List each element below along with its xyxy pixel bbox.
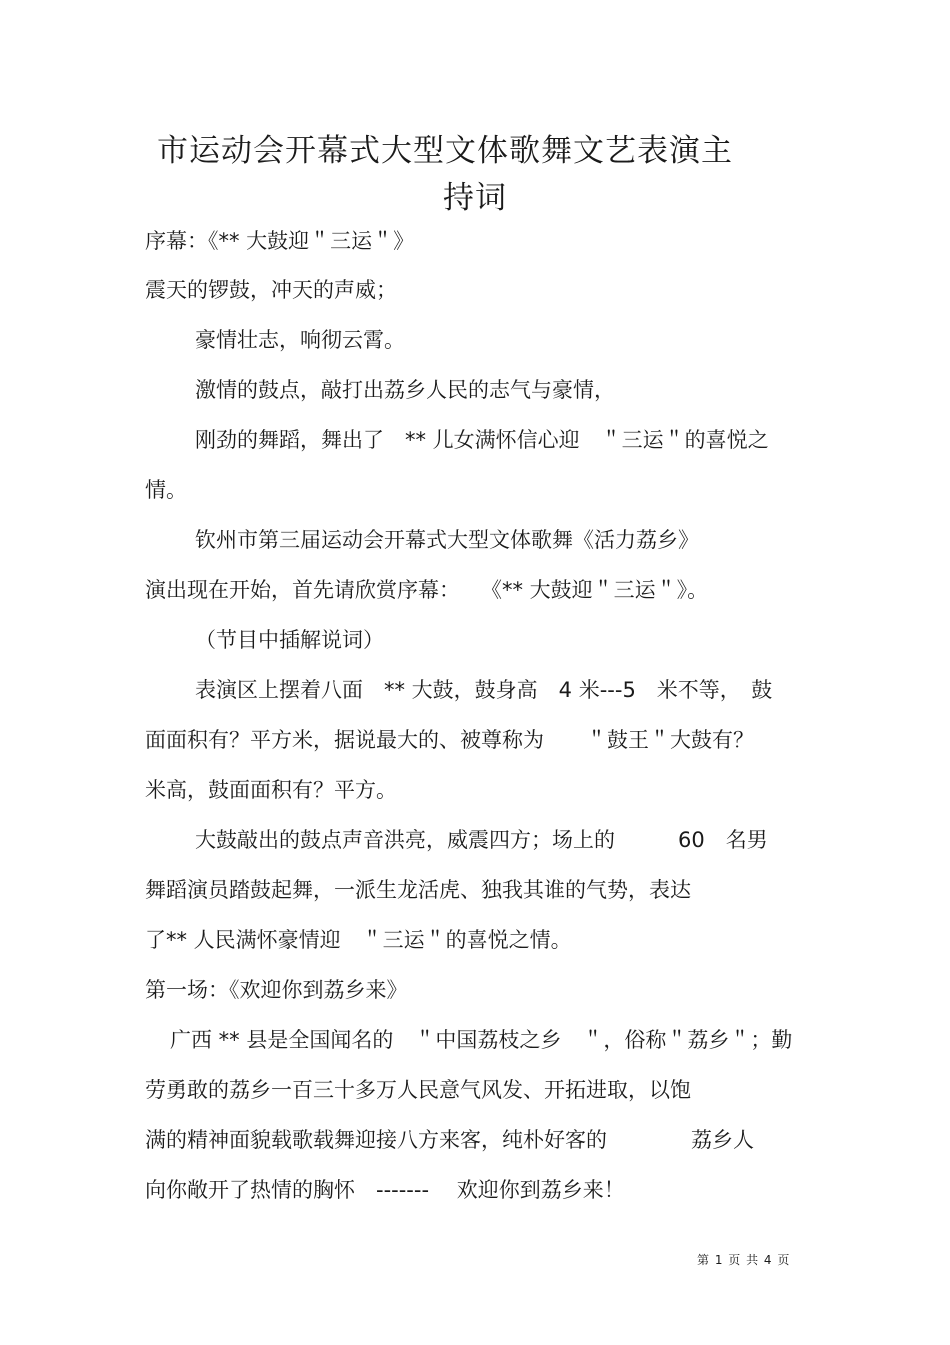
page-footer-page-number: 第 1 页 共 4 页	[697, 1253, 791, 1267]
paragraph-line: 钦州市第三届运动会开幕式大型文体歌舞《活力荔乡》	[195, 528, 699, 552]
paragraph-line: 大鼓敲出的鼓点声音洪亮，威震四方；场上的 60 名男	[195, 828, 768, 852]
paragraph-line: 了** 人民满怀豪情迎 ＂三运＂的喜悦之情。	[145, 928, 572, 952]
paragraph-line: 表演区上摆着八面 ** 大鼓，鼓身高 4 米---5 米不等， 鼓	[195, 678, 773, 702]
paragraph-line: 情。	[145, 478, 187, 502]
paragraph-line: 刚劲的舞蹈，舞出了 ** 儿女满怀信心迎 ＂三运＂的喜悦之	[195, 428, 769, 452]
document-title-line-1: 市运动会开幕式大型文体歌舞文艺表演主	[157, 133, 733, 169]
paragraph-line: 豪情壮志，响彻云霄。	[195, 328, 405, 352]
paragraph-line: 满的精神面貌载歌载舞迎接八方来客，纯朴好客的 荔乡人	[145, 1128, 754, 1152]
paragraph-line: 面面积有？平方米，据说最大的、被尊称为 ＂鼓王＂大鼓有？	[145, 728, 754, 752]
paragraph-line: 激情的鼓点，敲打出荔乡人民的志气与豪情，	[195, 378, 615, 402]
paragraph-line: 舞蹈演员踏鼓起舞，一派生龙活虎、独我其谁的气势，表达	[145, 878, 691, 902]
paragraph-line: 米高，鼓面面积有？平方。	[145, 778, 397, 802]
document-title-line-2: 持词	[443, 180, 507, 216]
section-heading-scene-1: 第一场：《欢迎你到荔乡来》	[145, 978, 408, 1002]
paragraph-line: 震天的锣鼓，冲天的声威；	[145, 278, 397, 302]
paragraph-line: 向你敞开了热情的胸怀 ------- 欢迎你到荔乡来！	[145, 1178, 625, 1202]
paragraph-line: 劳勇敢的荔乡一百三十多万人民意气风发、开拓进取，以饱	[145, 1078, 691, 1102]
section-heading-prologue: 序幕：《** 大鼓迎＂三运＂》	[145, 229, 415, 253]
paragraph-line: 演出现在开始，首先请欣赏序幕： 《** 大鼓迎＂三运＂》。	[145, 578, 709, 602]
paragraph-line: （节目中插解说词）	[195, 628, 384, 652]
paragraph-line: 广西 ** 县是全国闻名的 ＂中国荔枝之乡 ＂，俗称＂荔乡＂；勤	[170, 1028, 793, 1052]
